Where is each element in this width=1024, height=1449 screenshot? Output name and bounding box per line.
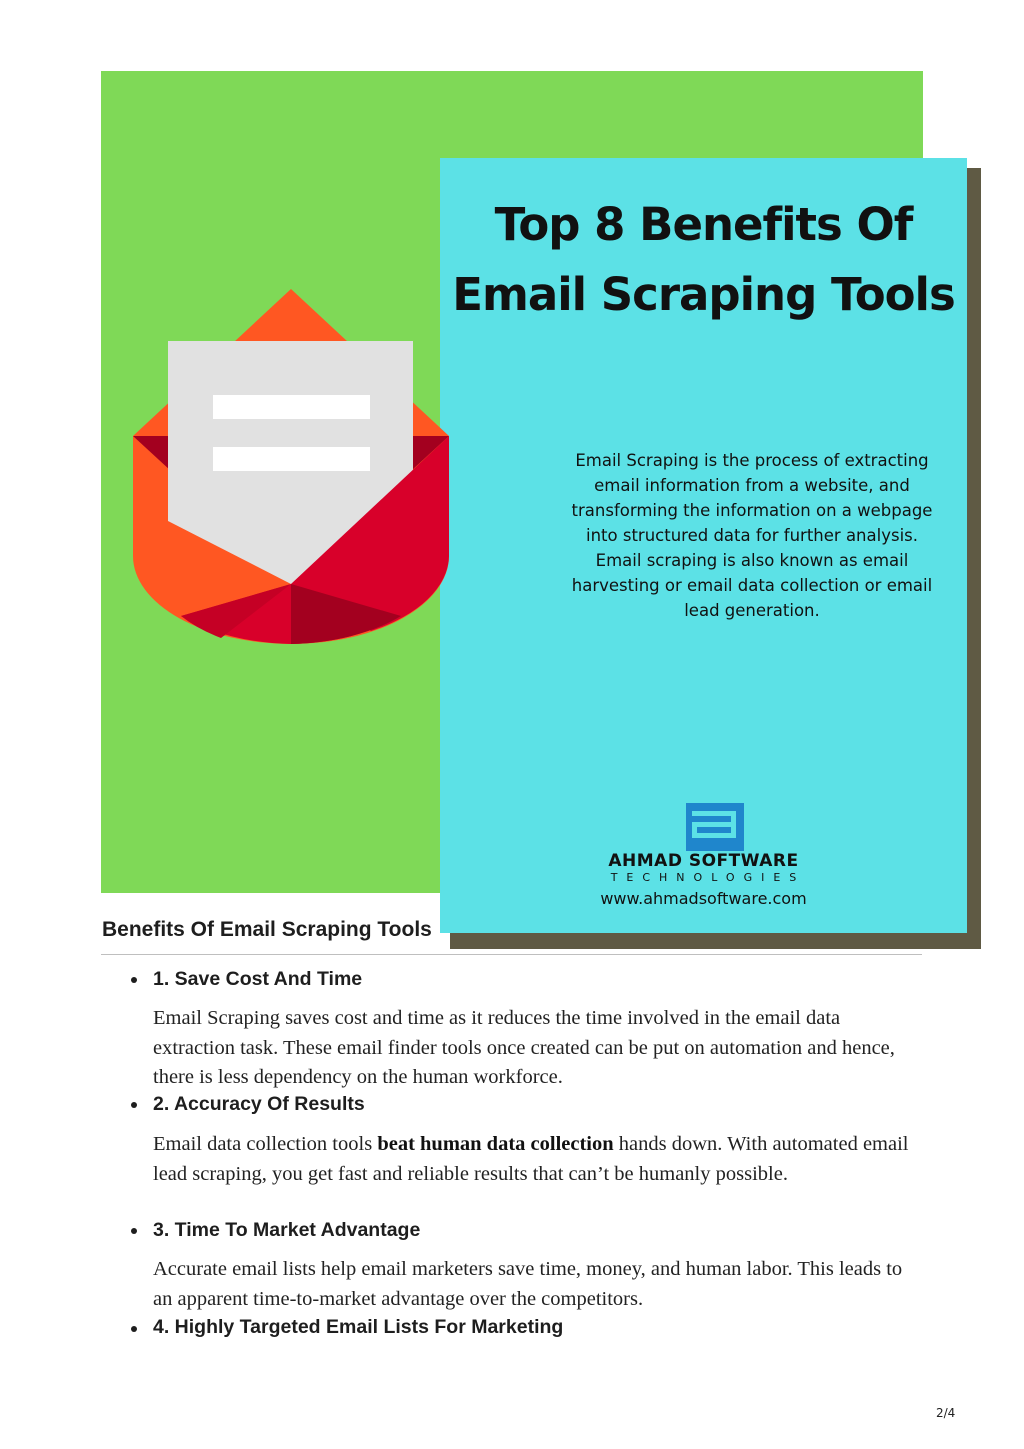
benefit-body-emphasis: beat human data collection xyxy=(377,1133,614,1155)
benefit-title: 1. Save Cost And Time xyxy=(153,968,363,990)
envelope-icon xyxy=(131,286,451,651)
logo-subtitle: TECHNOLOGIES xyxy=(610,871,806,884)
benefit-title: 4. Highly Targeted Email Lists For Marketing xyxy=(153,1316,564,1338)
bullet-icon xyxy=(131,1102,137,1108)
benefit-title: 2. Accuracy Of Results xyxy=(153,1093,365,1115)
hero-image xyxy=(101,71,955,908)
benefit-body xyxy=(153,1130,923,1189)
section-heading: Benefits Of Email Scraping Tools xyxy=(102,918,432,941)
hero-title xyxy=(440,190,967,330)
benefit-body-text: Email data collection tools xyxy=(153,1133,378,1155)
bullet-icon xyxy=(131,977,137,983)
hero-description: Email Scraping is the process of extracting email information from a website, and transforming the information on a webpage into structured data for further analysis. Email scraping is also known as email harvesting or email data collection or email lead generation. xyxy=(571,451,933,620)
bullet-icon xyxy=(131,1228,137,1234)
benefit-body: Email Scraping saves cost and time as it reduces the time involved in the email data extraction task. These email finder tools once created can be put on automation and hence, there is less dependency on the human workforce. xyxy=(153,1007,895,1088)
page-number: 2/4 xyxy=(936,1406,956,1420)
benefit-body: Accurate email lists help email marketers save time, money, and human labor. This leads to an apparent time-to-market advantage over the competitors. xyxy=(153,1258,903,1310)
benefit-title: 3. Time To Market Advantage xyxy=(153,1219,421,1241)
hero-title-line1: Top 8 Benefits Of xyxy=(494,198,913,251)
info-card xyxy=(440,158,967,933)
divider xyxy=(101,954,922,955)
logo-name: AHMAD SOFTWARE xyxy=(608,851,799,871)
bullet-icon xyxy=(131,1326,137,1332)
logo-url: www.ahmadsoftware.com xyxy=(600,889,807,908)
hero-title-line2: Email Scraping Tools xyxy=(452,268,955,321)
company-logo-icon xyxy=(686,803,744,851)
benefit-body-text: hands down. With automated email lead scraping, you get fast and reliable results that can’t be humanly possible. xyxy=(153,1133,909,1185)
